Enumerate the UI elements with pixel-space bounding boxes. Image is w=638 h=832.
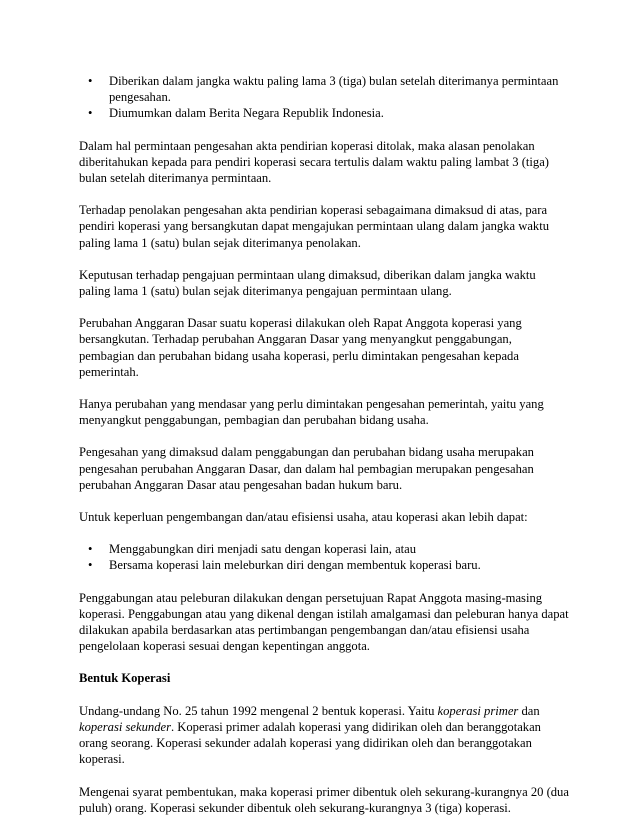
paragraph: Hanya perubahan yang mendasar yang perlu dimintakan pengesahan pemerintah, yaitu yang menyangkut penggabungan, pembagian dan perubahan bidang usaha. [79,397,544,428]
emphasis-primer: koperasi primer [437,703,519,718]
paragraph-forms [79,703,569,768]
text-span: Undang-undang No. 25 tahun 1992 mengenal 2 bentuk koperasi. Yaitu [79,703,438,718]
paragraph: Dalam hal permintaan pengesahan akta pendirian koperasi ditolak, maka alasan penolakan diberitahukan kepada para pendiri koperasi secara tertulis dalam waktu paling lambat 3 (tiga) bulan setelah diterimanya permintaan. [79,138,549,186]
list-item: • Diberikan dalam jangka waktu paling lama 3 (tiga) bulan setelah diterimanya permintaan pengesahan. [79,73,569,105]
text-span: . Koperasi primer adalah koperasi yang didirikan oleh dan beranggotakan orang seorang. Koperasi sekunder adalah koperasi yang didirikan oleh dan beranggotakan koperasi. [79,719,541,767]
list-item: • Diumumkan dalam Berita Negara Republik Indonesia. [79,105,569,121]
bullet-list-merger [79,541,569,573]
paragraph: Perubahan Anggaran Dasar suatu koperasi dilakukan oleh Rapat Anggota koperasi yang bersangkutan. Terhadap perubahan Anggaran Dasar yang menyangkut penggabungan, pembagian dan perubahan bidang usaha koperasi, perlu dimintakan pengesahan kepada pemerintah. [79,316,522,379]
paragraph: Mengenai syarat pembentukan, maka koperasi primer dibentuk oleh sekurang-kurangnya 20 (dua puluh) orang. Koperasi sekunder dibentuk oleh sekurang-kurangnya 3 (tiga) koperasi. [79,784,569,815]
paragraph: Terhadap penolakan pengesahan akta pendirian koperasi sebagaimana dimaksud di atas, para pendiri koperasi yang bersangkutan dapat mengajukan permintaan ulang dalam jangka waktu paling lama 1 (satu) bulan sejak diterimanya penolakan. [79,203,550,250]
bullet-list-approval [79,73,569,122]
text-span: dan [518,703,540,718]
emphasis-sekunder: koperasi sekunder [79,719,171,734]
list-item: • Bersama koperasi lain meleburkan diri dengan membentuk koperasi baru. [79,557,569,573]
document-page [79,73,569,832]
paragraph: Pengesahan yang dimaksud dalam penggabungan dan perubahan bidang usaha merupakan pengesahan perubahan Anggaran Dasar, dan dalam hal pembagian merupakan pengesahan perubahan Anggaran Dasar atau pengesahan badan hukum baru. [79,445,534,492]
list-item: • Menggabungkan diri menjadi satu dengan koperasi lain, atau [79,541,569,557]
paragraph: Keputusan terhadap pengajuan permintaan ulang dimaksud, diberikan dalam jangka waktu paling lama 1 (satu) bulan sejak diterimanya pengajuan permintaan ulang. [79,267,536,299]
paragraph: Untuk keperluan pengembangan dan/atau efisiensi usaha, atau koperasi akan lebih dapat: [79,510,528,525]
section-heading: Bentuk Koperasi [79,671,171,686]
paragraph: Penggabungan atau peleburan dilakukan dengan persetujuan Rapat Anggota masing-masing koperasi. Penggabungan atau yang dikenal dengan istilah amalgamasi dan peleburan hanya dapat dilakukan apabila berdasarkan atas pertimbangan pengembangan dan/atau efisiensi usaha pengelolaan koperasi sesuai dengan kepentingan anggota. [79,590,569,654]
